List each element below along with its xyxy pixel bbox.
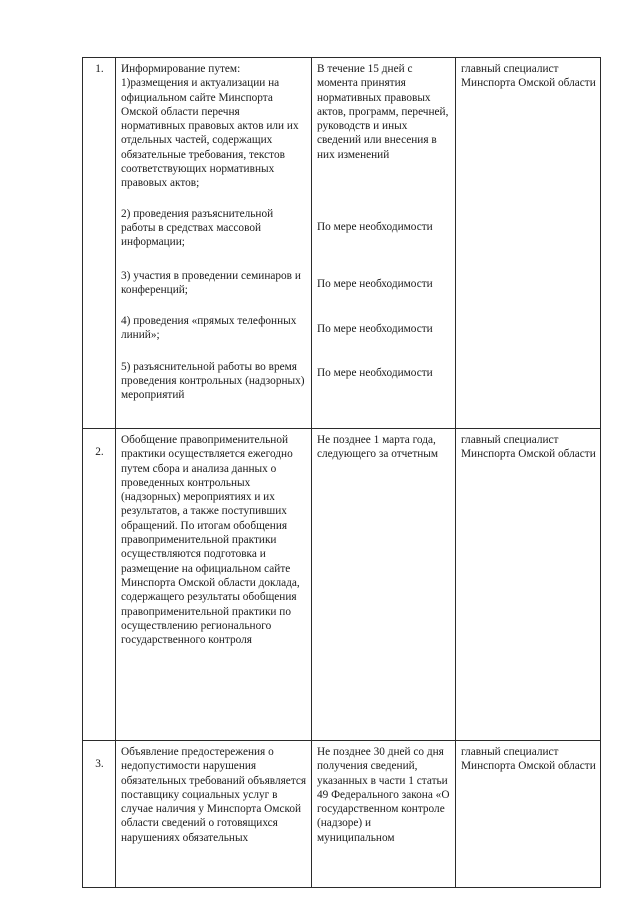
plan-table xyxy=(82,57,601,888)
term-text: Не позднее 1 марта года, следующего за отчетным xyxy=(317,434,439,461)
measure-text: Объявление предостережения о недопустимости нарушения обязательных требований объявляется поставщику социальных услуг в случае наличия у Минспорта Омской области сведений о готовящихся нарушениях обязательных xyxy=(121,746,307,844)
responsible-text: главный специалист Минспорта Омской области xyxy=(461,746,596,773)
measure-item: Информирование путем: 1)размещения и актуализации на официальном сайте Минспорта Омской области перечня нормативных правовых актов или их отдельных частей, содержащих обязательные требования, текстов соответствующих нормативных правовых актов; xyxy=(121,63,299,190)
row-number: 1. xyxy=(95,63,104,75)
term-item: По мере необходимости xyxy=(317,221,433,234)
responsible-cell xyxy=(456,741,601,888)
row-number-cell xyxy=(83,741,116,888)
measure-item: 4) проведения «прямых телефонных линий»; xyxy=(121,315,297,342)
responsible-cell xyxy=(456,429,601,741)
term-cell xyxy=(312,58,456,429)
term-item: В течение 15 дней с момента принятия нормативных правовых актов, программ, перечней, руководств и иных сведений или внесения в них изменений xyxy=(317,63,449,161)
measure-item: 2) проведения разъяснительной работы в средствах массовой информации; xyxy=(121,207,274,249)
measure-text: Обобщение правоприменительной практики осуществляется ежегодно путем сбора и анализа данных о проведенных контрольных (надзорных) мероприятиях и их результатов, а также поступивших обращений. По итогам обобщения правоприменительной практики осуществляются подготовка и размещение на официальном сайте Минспорта Омской области доклада, содержащего результаты обобщения правоприменительной практики по осуществлению регионального государственного контроля xyxy=(121,434,300,647)
term-item: По мере необходимости xyxy=(317,278,433,291)
term-cell xyxy=(312,429,456,741)
term-item: По мере необходимости xyxy=(317,366,433,379)
measure-item: 3) участия в проведении семинаров и конференций; xyxy=(121,269,301,296)
row-number: 3. xyxy=(95,758,104,770)
row-number-cell xyxy=(83,429,116,741)
measure-item: 5) разъяснительной работы во время проведения контрольных (надзорных) мероприятий xyxy=(121,360,305,402)
row-number-cell xyxy=(83,58,116,429)
table-row xyxy=(83,741,601,888)
table-row xyxy=(83,429,601,741)
responsible-text: главный специалист Минспорта Омской области xyxy=(461,434,596,461)
table-row xyxy=(83,58,601,429)
responsible-cell xyxy=(456,58,601,429)
measure-cell xyxy=(116,741,312,888)
row-number: 2. xyxy=(95,446,104,458)
responsible-text: главный специалист Минспорта Омской области xyxy=(461,63,596,90)
term-text: Не позднее 30 дней со дня получения сведений, указанных в части 1 статьи 49 Федерального закона «О государственном контроле (надзоре) и муниципальном xyxy=(317,746,450,844)
measure-cell xyxy=(116,58,312,429)
measure-cell xyxy=(116,429,312,741)
term-cell xyxy=(312,741,456,888)
term-item: По мере необходимости xyxy=(317,322,433,335)
